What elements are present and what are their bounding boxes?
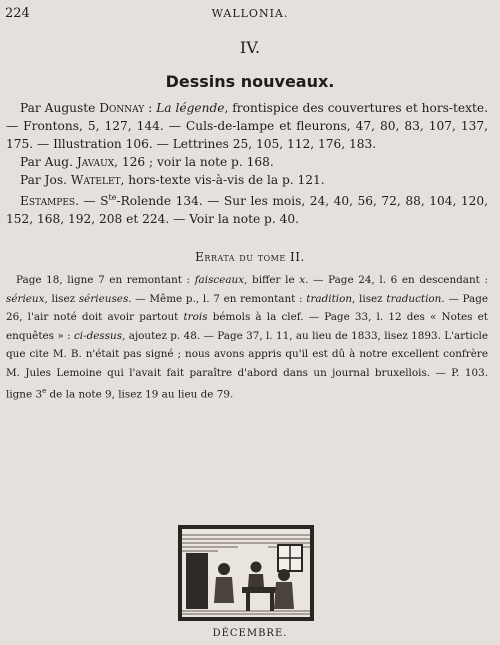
section-title: Dessins nouveaux.: [165, 72, 335, 91]
tavern-woodcut-illustration: [178, 525, 314, 621]
paragraph-javaux: Par Aug. Javaux, 126 ; voir la note p. 168.: [20, 155, 274, 169]
month-footer: DÉCEMBRE.: [212, 628, 288, 639]
page-number: 224: [5, 6, 30, 21]
drawings-list: [6, 99, 488, 228]
paragraph-watelet: Par Jos. Watelet, hors-texte vis-à-vis de la p. 121.: [20, 173, 325, 187]
running-title: WALLONIA.: [211, 7, 289, 20]
page-header: [5, 6, 495, 24]
paragraph-estampes: Estampes. — $S^{te}$-Rolende 134. — Sur les mois, 24, 40, 56, 72, 88, 104, 120, 152, 168, 192, 208 et 224. — Voir la note p. 40.: [6, 193, 488, 227]
errata-text: Page 18, ligne 7 en remontant : faisceaux, biffer le x. — Page 24, l. 6 en descendant : sérieux, lisez sérieuses. — Même p., l. 7 en remontant : tradition, lisez traduction. — Page 26, l'air noté doit avoir partout trois bémols à la clef. — Page 33, l. 12 des « Notes et enquêtes » : ci-dessus, ajoutez p. 48. — Page 37, l. 11, au lieu de 1833, lisez 1893. L'article que cite M. B. n'était pas signé ; nous avons appris qu'il est dû à notre excellent confrère M. Jules Lemoine qui l'avait fait paraître d'abord dans un journal bruxellois. — P. 103. ligne 3e de la note 9, lisez 19 au lieu de 79.: [6, 274, 489, 401]
paragraph-donnay: Par Auguste Donnay : La légende, frontispice des couvertures et hors-texte. — Frontons, 5, 127, 144. — Culs-de-lampe et fleurons, 47, 80, 83, 107, 137, 175. — Illustration 106. — Lettrines 25, 105, 112, 176, 183.: [6, 101, 488, 151]
section-number: IV.: [239, 38, 261, 57]
errata-title: Errata du tome II.: [195, 250, 305, 264]
